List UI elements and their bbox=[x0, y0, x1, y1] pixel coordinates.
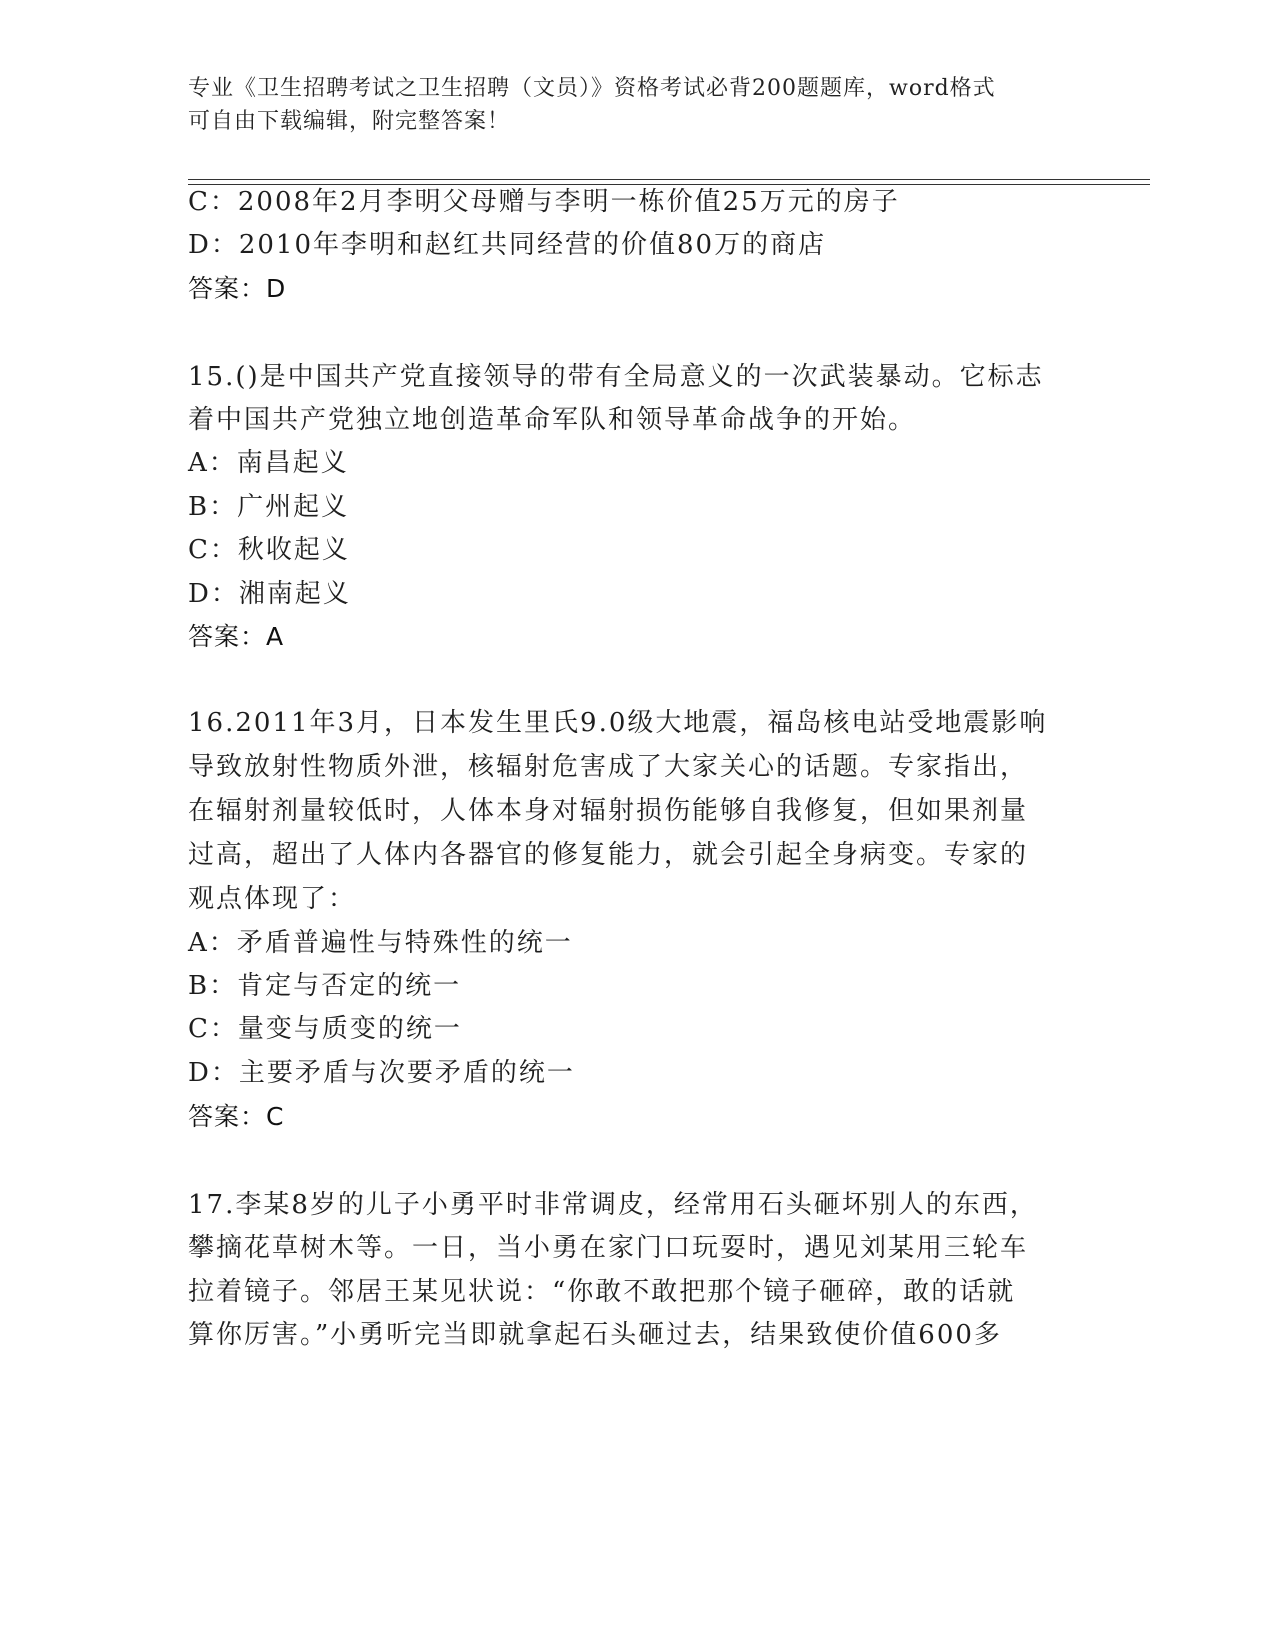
page-header bbox=[188, 72, 1068, 138]
header-title-line-2: 可自由下载编辑，附完整答案！ bbox=[188, 109, 511, 134]
q16-stem-line-1: 16.2011年3月，日本发生里氏9.0级大地震，福岛核电站受地震影响 bbox=[188, 708, 1048, 738]
q16-option-d: D：主要矛盾与次要矛盾的统一 bbox=[188, 1058, 575, 1088]
q15-stem-line-2: 着中国共产党独立地创造革命军队和领导革命战争的开始。 bbox=[188, 405, 917, 435]
q16-option-c: C：量变与质变的统一 bbox=[188, 1014, 462, 1044]
q15-answer: 答案：A bbox=[188, 622, 285, 651]
q15-stem-line-1: 15.()是中国共产党直接领导的带有全局意义的一次武装暴动。它标志 bbox=[188, 362, 1044, 392]
q16-stem-line-4: 过高，超出了人体内各器官的修复能力，就会引起全身病变。专家的 bbox=[188, 840, 1029, 870]
q17-stem-line-2: 攀摘花草树木等。一日，当小勇在家门口玩耍时，遇见刘某用三轮车 bbox=[188, 1233, 1029, 1263]
q14-option-d: D：2010年李明和赵红共同经营的价值80万的商店 bbox=[188, 230, 827, 260]
q15-option-c: C：秋收起义 bbox=[188, 535, 350, 565]
q15-option-b: B：广州起义 bbox=[188, 492, 350, 522]
q16-option-b: B：肯定与否定的统一 bbox=[188, 971, 462, 1001]
q16-stem-line-3: 在辐射剂量较低时，人体本身对辐射损伤能够自我修复，但如果剂量 bbox=[188, 796, 1029, 826]
q17-stem-line-4: 算你厉害。”小勇听完当即就拿起石头砸过去，结果致使价值600多 bbox=[188, 1320, 1002, 1350]
q15-option-d: D：湘南起义 bbox=[188, 579, 351, 609]
q17-stem-line-1: 17.李某8岁的儿子小勇平时非常调皮，经常用石头砸坏别人的东西， bbox=[188, 1190, 1038, 1220]
header-divider-top bbox=[188, 179, 1150, 180]
header-title-line-1: 专业《卫生招聘考试之卫生招聘（文员）》资格考试必背200题题库，word格式 bbox=[188, 76, 996, 101]
q16-stem-line-5: 观点体现了： bbox=[188, 884, 357, 914]
q16-option-a: A：矛盾普遍性与特殊性的统一 bbox=[188, 928, 573, 958]
q17-stem-line-3: 拉着镜子。邻居王某见状说：“你敢不敢把那个镜子砸碎，敢的话就 bbox=[188, 1277, 1016, 1307]
q16-stem-line-2: 导致放射性物质外泄，核辐射危害成了大家关心的话题。专家指出， bbox=[188, 752, 1029, 782]
q15-option-a: A：南昌起义 bbox=[188, 448, 349, 478]
q14-answer: 答案：D bbox=[188, 274, 287, 303]
q14-option-c: C：2008年2月李明父母赠与李明一栋价值25万元的房子 bbox=[188, 187, 900, 217]
q16-answer: 答案：C bbox=[188, 1102, 285, 1131]
